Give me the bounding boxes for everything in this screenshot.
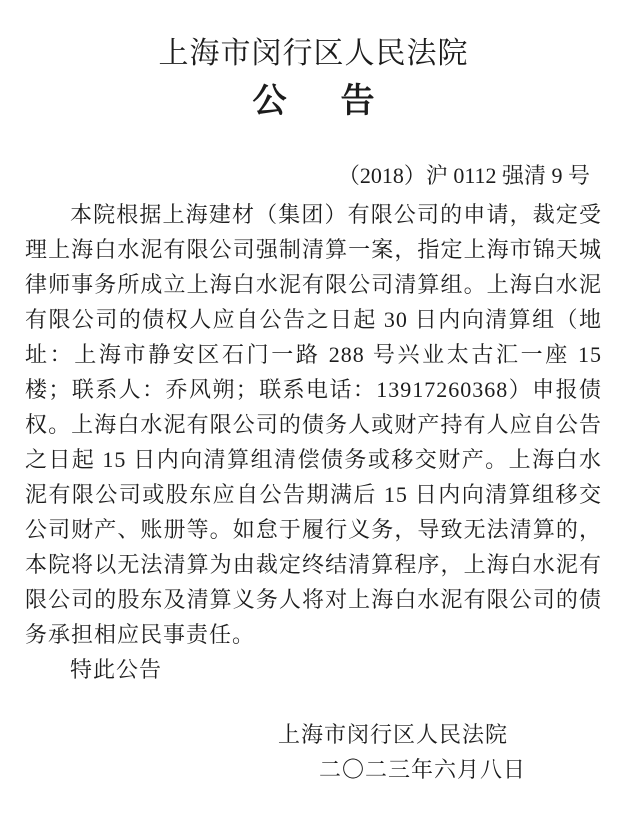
announcement-paragraph: 本院根据上海建材（集团）有限公司的申请，裁定受理上海白水泥有限公司强制清算一案，指定上海市锦天城律师事务所成立上海白水泥有限公司清算组。上海白水泥有限公司的债权人应自公告之日起 30 日内向清算组（地址：上海市静安区石门一路 288 号兴业太古汇一座 15 楼；联系人：乔风朔；联系电话：13917260368）申报债权。上海白水泥有限公司的债务人或财产持有人应自公告之日起 15 日内向清算组清偿债务或移交财产。上海白水泥有限公司或股东应自公告期满后 15 日内向清算组移交公司财产、账册等。如怠于履行义务，导致无法清算的，本院将以无法清算为由裁定终结清算程序，上海白水泥有限公司的股东及清算义务人将对上海白水泥有限公司的债务承担相应民事责任。 bbox=[25, 202, 602, 647]
signature-date: 二〇二三年六月八日 bbox=[318, 757, 526, 782]
closing-phrase: 特此公告 bbox=[70, 657, 163, 682]
signature-court-name: 上海市闵行区人民法院 bbox=[277, 722, 508, 747]
header-court-name: 上海市闵行区人民法院 bbox=[158, 37, 469, 70]
case-number: （2018）沪 0112 强清 9 号 bbox=[337, 163, 590, 188]
announcement-title: 公 告 bbox=[252, 83, 385, 120]
announcement-body bbox=[25, 197, 602, 687]
